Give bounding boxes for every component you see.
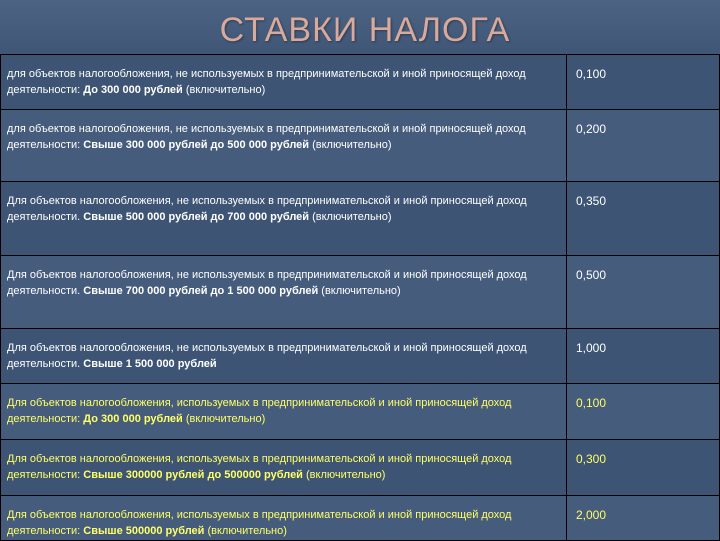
table-row [1,496,720,541]
row-rate: 0,100 [567,55,720,110]
row-rate: 0,100 [567,384,720,440]
row-description: Для объектов налогообложения, не используемых в предпринимательской и иной приносящей доход деятельности. Свыше 700 000 рублей до 1 500 000 рублей (включительно) [1,256,567,329]
row-description: Для объектов налогообложения, используемых в предпринимательской и иной приносящей доход деятельности: До 300 000 рублей (включительно) [1,384,567,440]
row-rate: 0,200 [567,110,720,182]
row-description: для объектов налогообложения, не используемых в предпринимательской и иной приносящей доход деятельности: Свыше 300 000 рублей до 500 000 рублей (включительно) [1,110,567,182]
row-rate: 0,350 [567,182,720,256]
row-description: Для объектов налогообложения, не используемых в предпринимательской и иной приносящей доход деятельности. Свыше 500 000 рублей до 700 000 рублей (включительно) [1,182,567,256]
table-row [1,182,720,256]
row-rate: 2,000 [567,496,720,541]
slide-title: СТАВКИ НАЛОГА [219,11,511,49]
row-rate: 1,000 [567,329,720,384]
table-row [1,256,720,329]
table-row [1,384,720,440]
row-description: Для объектов налогообложения, не используемых в предпринимательской и иной приносящей доход деятельности. Свыше 1 500 000 рублей [1,329,567,384]
row-rate: 0,300 [567,440,720,496]
tax-rate-table [0,54,720,541]
table-row [1,110,720,182]
row-rate: 0,500 [567,256,720,329]
row-description: Для объектов налогообложения, используемых в предпринимательской и иной приносящей доход деятельности: Свыше 500000 рублей (включительно) [1,496,567,541]
row-description: Для объектов налогообложения, используемых в предпринимательской и иной приносящей доход деятельности: Свыше 300000 рублей до 500000 рублей (включительно) [1,440,567,496]
table-row [1,55,720,110]
table-row [1,440,720,496]
table-row [1,329,720,384]
row-description: для объектов налогообложения, не используемых в предпринимательской и иной приносящей доход деятельности: До 300 000 рублей (включительно) [1,55,567,110]
